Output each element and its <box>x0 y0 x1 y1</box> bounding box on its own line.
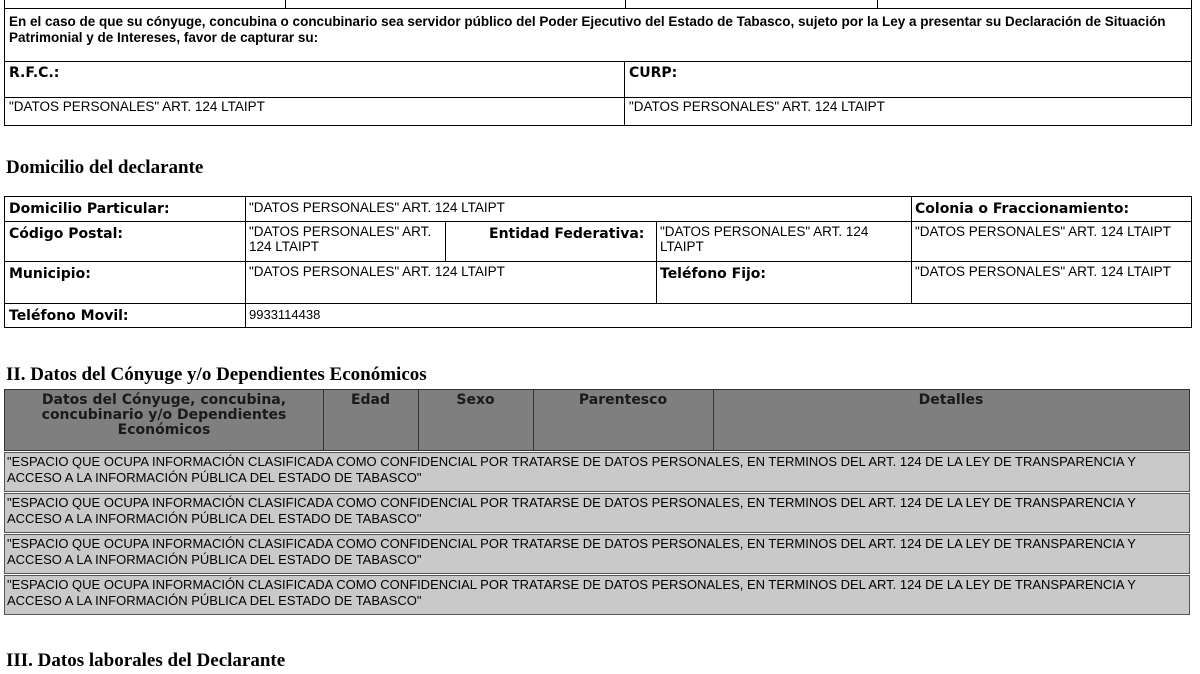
entidad-federativa-value: "DATOS PERSONALES" ART. 124 LTAIPT <box>660 224 869 254</box>
rfc-label: R.F.C.: <box>9 65 60 81</box>
curp-value: "DATOS PERSONALES" ART. 124 LTAIPT <box>629 99 885 114</box>
colonia-label: Colonia o Fraccionamiento: <box>915 201 1130 217</box>
entidad-federativa-label: Entidad Federativa: <box>489 226 645 242</box>
domicilio-particular-label: Domicilio Particular: <box>9 201 170 217</box>
dependientes-heading: II. Datos del Cónyuge y/o Dependientes Económicos <box>6 364 427 385</box>
spouse-notice-text: En el caso de que su cónyuge, concubina o concubinario sea servidor público del Poder Ejecutivo del Estado de Tabasco, sujeto por la Ley a presentar su Declaración de Situación Patrimonial y de Intereses, favor de capturar su: <box>9 14 1166 45</box>
table-row: "ESPACIO QUE OCUPA INFORMACIÓN CLASIFICADA COMO CONFIDENCIAL POR TRATARSE DE DATOS PERSONALES, EN TERMINOS DEL ART. 124 DE LA LEY DE TRANSPARENCIA Y ACCESO A LA INFORMACIÓN PÚBLICA DEL ESTADO DE TABASCO" <box>4 493 1190 533</box>
spouse-notice-table <box>4 8 1192 126</box>
telefono-fijo-label: Teléfono Fijo: <box>660 266 767 282</box>
telefono-movil-value: 9933114438 <box>249 307 321 322</box>
column-header-parentesco: Parentesco <box>578 392 668 408</box>
municipio-label: Municipio: <box>9 266 91 282</box>
telefono-movil-label: Teléfono Movil: <box>9 308 129 324</box>
codigo-postal-label: Código Postal: <box>9 226 123 242</box>
column-header-edad: Edad <box>350 392 391 408</box>
column-header-sexo: Sexo <box>456 392 495 408</box>
column-header-datos: Datos del Cónyuge, concubina, concubinario y/o Dependientes Económicos <box>41 392 287 438</box>
domicilio-heading: Domicilio del declarante <box>6 157 204 178</box>
table-row: "ESPACIO QUE OCUPA INFORMACIÓN CLASIFICADA COMO CONFIDENCIAL POR TRATARSE DE DATOS PERSONALES, EN TERMINOS DEL ART. 124 DE LA LEY DE TRANSPARENCIA Y ACCESO A LA INFORMACIÓN PÚBLICA DEL ESTADO DE TABASCO" <box>4 575 1190 615</box>
curp-label: CURP: <box>629 65 678 81</box>
table-row: "ESPACIO QUE OCUPA INFORMACIÓN CLASIFICADA COMO CONFIDENCIAL POR TRATARSE DE DATOS PERSONALES, EN TERMINOS DEL ART. 124 DE LA LEY DE TRANSPARENCIA Y ACCESO A LA INFORMACIÓN PÚBLICA DEL ESTADO DE TABASCO" <box>4 534 1190 574</box>
column-header-detalles: Detalles <box>918 392 984 408</box>
municipio-value: "DATOS PERSONALES" ART. 124 LTAIPT <box>249 264 505 279</box>
rfc-value: "DATOS PERSONALES" ART. 124 LTAIPT <box>9 99 265 114</box>
dependientes-header-row <box>4 389 1190 451</box>
table-row: "ESPACIO QUE OCUPA INFORMACIÓN CLASIFICADA COMO CONFIDENCIAL POR TRATARSE DE DATOS PERSONALES, EN TERMINOS DEL ART. 124 DE LA LEY DE TRANSPARENCIA Y ACCESO A LA INFORMACIÓN PÚBLICA DEL ESTADO DE TABASCO" <box>4 452 1190 492</box>
telefono-fijo-value: "DATOS PERSONALES" ART. 124 LTAIPT <box>915 264 1171 279</box>
laborales-heading: III. Datos laborales del Declarante <box>6 650 286 671</box>
codigo-postal-value: "DATOS PERSONALES" ART. 124 LTAIPT <box>249 224 432 254</box>
domicilio-table <box>4 196 1192 328</box>
colonia-value: "DATOS PERSONALES" ART. 124 LTAIPT <box>915 224 1171 239</box>
domicilio-particular-value: "DATOS PERSONALES" ART. 124 LTAIPT <box>249 200 505 215</box>
